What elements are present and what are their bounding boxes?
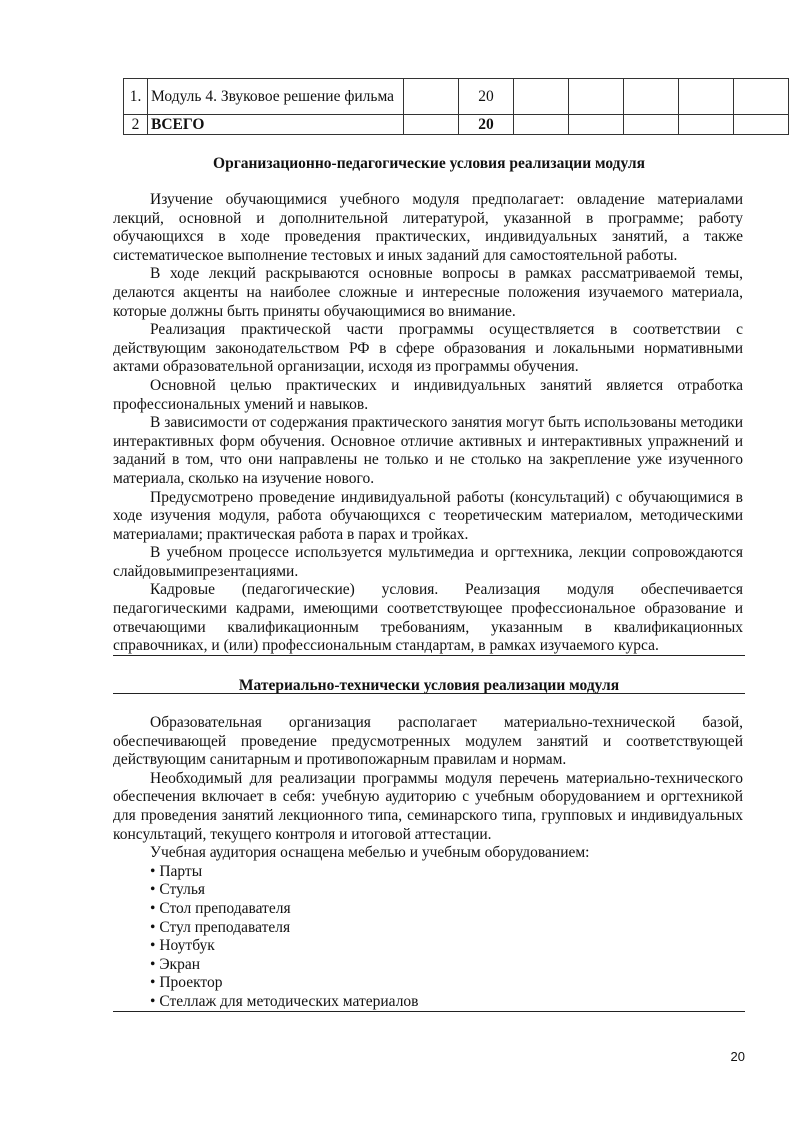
page-number: 20 [730,1049,745,1064]
list-item: • Стул преподавателя [150,919,743,938]
list-item: • Ноутбук [150,937,743,956]
list-item: • Стол преподавателя [150,900,743,919]
divider [113,1011,745,1012]
list-item: • Стулья [150,881,743,900]
table-cell [624,115,679,135]
modules-table [123,78,789,135]
table-cell [514,79,569,115]
divider [113,693,745,694]
table-cell [734,79,789,115]
hours-cell: 20 [459,79,514,115]
paragraph: Основной целью практических и индивидуальных занятий является отработка профессиональных умений и навыков. [113,376,743,413]
list-item: • Стеллаж для методических материалов [150,993,743,1012]
paragraph: В ходе лекций раскрываются основные вопросы в рамках рассматриваемой темы, делаются акценты на наиболее сложные и интересные положения изучаемого материала, которые должны быть приняты обучающимися во внимание. [113,265,743,320]
section-body [113,714,743,1012]
list-item: • Парты [150,863,743,882]
section-heading: Организационно-педагогические условия реализации модуля [213,155,645,172]
paragraph: Изучение обучающимися учебного модуля предполагает: овладение материалами лекций, основной и дополнительной литературой, указанной в программе; работу обучающихся в ходе проведения практических, индивидуальных занятий, а также систематическое выполнение тестовых и иных заданий для самостоятельной работы. [113,191,743,264]
paragraph: Кадровые (педагогические) условия. Реализация модуля обеспечивается педагогическими кадрами, имеющими соответствующее профессиональное образование и отвечающими квалификационным требованиям, указанным в квалификационных справочниках, и (или) профессиональным стандартам, в рамках изучаемого курса. [113,581,743,655]
table-row [124,79,789,115]
total-label: ВСЕГО [148,115,404,135]
divider [113,655,745,656]
row-number: 2 [124,115,148,135]
total-hours-cell: 20 [459,115,514,135]
paragraph: Необходимый для реализации программы модуля перечень материально-технического обеспечения включает в себя: учебную аудиторию с учебным оборудованием и оргтехникой для проведения занятий лекционного типа, семинарского типа, групповых и индивидуальных консультаций, текущего контроля и итоговой аттестации. [113,769,743,843]
module-name: Модуль 4. Звуковое решение фильма [148,79,404,115]
section-body [113,191,743,656]
equipment-list [113,863,743,1012]
paragraph: Реализация практической части программы осуществляется в соответствии с действующим законодательством РФ в сфере образования и локальными нормативными актами образовательной организации, исходя из программы обучения. [113,321,743,376]
table-cell [404,115,459,135]
paragraph: Учебная аудитория оснащена мебелью и учебным оборудованием: [150,844,590,862]
table-cell [679,115,734,135]
list-item: • Экран [150,956,743,975]
paragraph: В зависимости от содержания практического занятия могут быть использованы методики интерактивных форм обучения. Основное отличие активных и интерактивных упражнений и заданий в том, что они направлены не только и не столько на закрепление уже изученного материала, сколько на изучение нового. [113,414,743,487]
table-cell [679,79,734,115]
row-number: 1. [124,79,148,115]
table-cell [514,115,569,135]
paragraph: Образовательная организация располагает материально-технической базой, обеспечивающей проведение предусмотренных модулем занятий и соответствующей действующим санитарным и противопожарным правилам и нормам. [113,714,743,769]
list-item: • Проектор [150,974,743,993]
table-cell [624,79,679,115]
table-cell [569,79,624,115]
table-cell [404,79,459,115]
table-row [124,115,789,135]
paragraph: В учебном процессе используется мультимедиа и оргтехника, лекции сопровождаются слайдовымипрезентациями. [113,544,743,580]
section-heading: Материально-технически условия реализации модуля [238,677,620,694]
paragraph: Предусмотрено проведение индивидуальной работы (консультаций) с обучающимися в ходе изучения модуля, работа обучающихся с теоретическим материалом, методическими материалами; практическая работа в парах и тройках. [113,488,743,543]
table-cell [734,115,789,135]
table-cell [569,115,624,135]
